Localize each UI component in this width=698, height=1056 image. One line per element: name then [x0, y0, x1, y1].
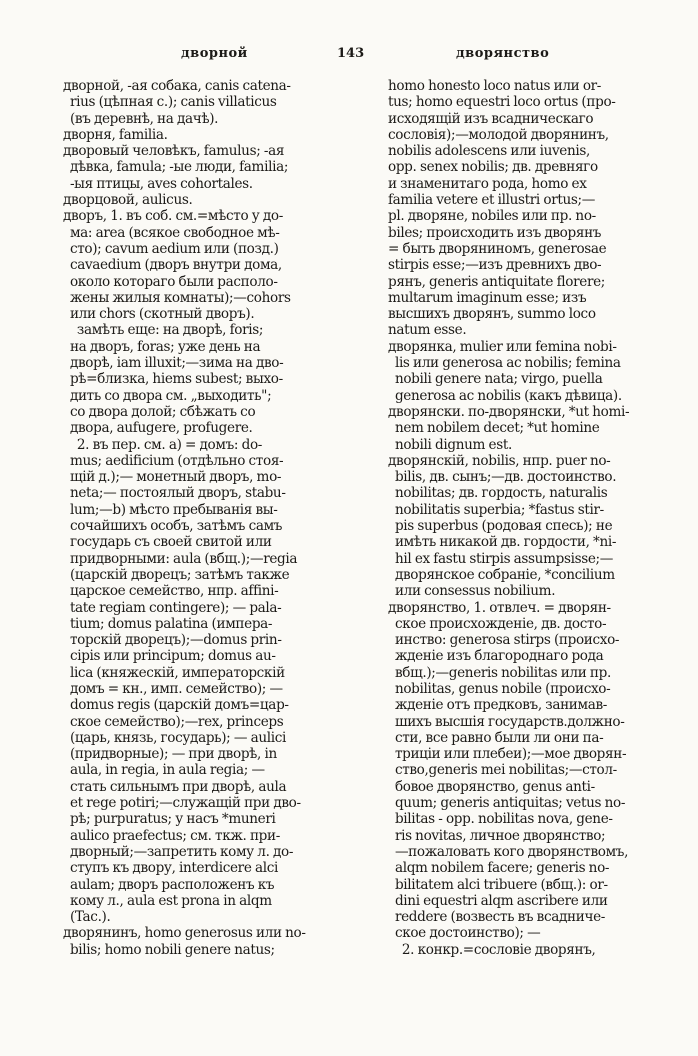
text-line: -ыя птицы, aves cohortales.	[63, 175, 253, 192]
text-line: nem nobilem decet; *ut homine	[388, 420, 600, 437]
text-line: ступъ къ двору, interdicere alci	[63, 860, 279, 877]
text-line: mus; aedificium (отдѣльно стоя-	[63, 452, 284, 469]
text-line: или consessus nobilium.	[388, 583, 556, 600]
text-line: nobilitas; дв. гордость, naturalis	[388, 485, 608, 502]
text-line: со двора долой; сбѣжать со	[63, 403, 256, 420]
text-line: ское семейство);—rex, princeps	[63, 713, 284, 730]
text-line: —пожаловать кого дворянствомъ,	[388, 843, 629, 860]
text-line: tus; homo equestri loco ortus (про-	[388, 94, 616, 111]
text-line: pl. дворяне, nobiles или пр. no-	[388, 208, 596, 225]
text-line: stirpis esse;—изъ древнихъ дво-	[388, 257, 602, 274]
text-line: bilis, дв. сынъ;—дв. достоинство.	[388, 469, 617, 486]
text-line: bilis; homo nobili genere natus;	[63, 941, 275, 958]
text-line: cavaedium (дворъ внутри дома,	[63, 257, 282, 274]
text-line: стать сильнымъ при дворѣ, aula	[63, 778, 287, 795]
text-line: рѣ=близка, hiems subest; выхо-	[63, 371, 283, 388]
text-line: сто); cavum aedium или (позд.)	[63, 240, 279, 257]
text-line: ское происхожденіе, дв. досто-	[388, 615, 607, 632]
text-line: щій д.);— монетный дворъ, mo-	[63, 469, 282, 486]
text-line: nobilitas, genus nobile (происхо-	[388, 680, 611, 697]
text-line: (царь, князь, государь); — aulici	[63, 729, 287, 746]
text-line: (Tac.).	[63, 909, 111, 926]
text-line: ское достоинство); —	[388, 925, 541, 942]
text-line: или chors (скотный дворъ).	[63, 306, 255, 323]
text-line: дворянское собраніе, *concilium	[388, 566, 615, 583]
text-line: (придворные); — при дворѣ, in	[63, 746, 277, 763]
text-line: ство,generis mei nobilitas;—стол-	[388, 762, 617, 779]
text-line: opp. senex nobilis; дв. древняго	[388, 159, 598, 176]
text-line: кому л., aula est prona in alqm	[63, 892, 272, 909]
text-line: двора, aufugere, profugere.	[63, 420, 253, 437]
text-line: hil ex fastu stirpis assumpsisse;—	[388, 550, 614, 567]
text-line: рянъ, generis antiquitate florere;	[388, 273, 606, 290]
text-line: дворянинъ, homo generosus или no-	[63, 925, 306, 942]
text-line: сти, все равно были ли они па-	[388, 729, 604, 746]
text-line: вбщ.);—generis nobilitas или пр.	[388, 664, 611, 681]
text-line: et rege potiri;—служащій при дво-	[63, 795, 301, 812]
text-line: и знаменитаго рода, homo ex	[388, 175, 587, 192]
text-line: дворня, familia.	[63, 126, 168, 143]
text-line: nobili dignum est.	[388, 436, 512, 453]
text-line: natum esse.	[388, 322, 467, 339]
text-line: домъ = кн., имп. семейство); —	[63, 680, 283, 697]
text-line: lica (княжескій, императорскій	[63, 664, 285, 681]
text-line: шихъ высшія государств.должно-	[388, 713, 625, 730]
text-line: дворянка, mulier или femina nobi-	[388, 338, 617, 355]
text-line: трицiи или плебеи);—мое дворян-	[388, 746, 627, 763]
text-line: сословія);—молодой дворянинъ,	[388, 126, 609, 143]
text-line: tium; domus palatina (импера-	[63, 615, 273, 632]
text-line: dini equestri alqm ascribere или	[388, 892, 608, 909]
text-line: pis superbus (родовая спесь); не	[388, 518, 613, 535]
text-line: bilitas - opp. nobilitas nova, gene-	[388, 811, 613, 828]
page-number: 143	[337, 46, 365, 61]
text-line: рѣ; purpuratus; у насъ *muneri	[63, 811, 276, 828]
text-line: жденіе изъ благороднаго рода	[388, 648, 604, 665]
text-line: lis или generosa ac nobilis; femina	[388, 355, 621, 372]
text-line: homo honesto loco natus или or-	[388, 78, 602, 94]
text-line: дворовый человѣкъ, famulus; -ая	[63, 143, 285, 160]
text-line: aula, in regia, in aula regia; —	[63, 762, 265, 779]
text-line: на дворъ, foras; уже день на	[63, 338, 261, 355]
text-line: государь съ своей свитой или	[63, 534, 272, 551]
text-line: generosa ac nobilis (какъ дѣвица).	[388, 387, 622, 404]
text-line: = быть дворяниномъ, generosae	[388, 240, 607, 257]
text-line: жены жилыя комнаты);—cohors	[63, 289, 291, 306]
text-line: царское семейство, нпр. affini-	[63, 583, 279, 600]
text-line: дить со двора см. „выходить";	[63, 387, 272, 404]
text-line: исходящій изъ всадническаго	[388, 110, 594, 127]
text-line: nobilitatis superbia; *fastus stir-	[388, 501, 604, 518]
text-line: бовое дворянство, genus anti-	[388, 778, 595, 795]
text-line: дворянски. по-дворянски, *ut homi-	[388, 403, 630, 420]
text-line: (въ деревнѣ, на дачѣ).	[63, 110, 219, 127]
running-header	[0, 46, 698, 66]
text-line: 2. конкр.=сословіе дворянъ,	[388, 941, 596, 958]
text-line: alqm nobilem facere; generis no-	[388, 860, 610, 877]
text-line: замѣть еще: на дворѣ, foris;	[63, 322, 264, 339]
header-left-catchword: дворной	[181, 46, 248, 61]
text-line: дворной, -ая собака, canis catena-	[63, 78, 291, 94]
text-line: ма: area (всякое свободное мѣ-	[63, 224, 280, 241]
text-line: инство: generosa stirps (происхо-	[388, 632, 620, 649]
text-line: высшихъ дворянъ, summo loco	[388, 306, 596, 323]
text-line: дворянскій, nobilis, нпр. puer no-	[388, 452, 611, 469]
text-line: имѣть никакой дв. гордости, *ni-	[388, 534, 617, 551]
text-line: cipis или principum; domus au-	[63, 648, 276, 665]
text-line: quum; generis antiquitas; vetus no-	[388, 795, 626, 812]
text-line: tate regiam contingere); — pala-	[63, 599, 282, 616]
header-right-catchword: дворянство	[456, 46, 550, 61]
text-line: дворъ, 1. въ соб. см.=мѣсто у до-	[63, 208, 283, 225]
text-line: 2. въ пер. см. а) = домъ: do-	[63, 436, 263, 453]
text-line: familia vetere et illustri ortus;—	[388, 192, 595, 209]
text-line: около котораго были располо-	[63, 273, 278, 290]
text-line: сочайшихъ особъ, затѣмъ самъ	[63, 518, 283, 535]
text-line: multarum imaginum esse; изъ	[388, 289, 587, 306]
text-line: rius (цѣпная с.); canis villaticus	[63, 94, 277, 111]
text-line: nobilis adolescens или iuvenis,	[388, 143, 591, 160]
text-line: biles; происходить изъ дворянъ	[388, 224, 602, 241]
text-line: (царскій дворецъ; затѣмъ также	[63, 566, 290, 583]
text-line: торскій дворецъ);—domus prin-	[63, 632, 282, 649]
text-line: lum;—b) мѣсто пребыванія вы-	[63, 501, 278, 518]
text-line: aulam; дворъ расположенъ къ	[63, 876, 275, 893]
text-line: aulico praefectus; см. ткж. при-	[63, 827, 280, 844]
text-line: дворянство, 1. отвлеч. = дворян-	[388, 599, 611, 616]
text-line: bilitatem alci tribuere (вбщ.): or-	[388, 876, 608, 893]
text-line: neta;— постоялый дворъ, stabu-	[63, 485, 286, 502]
text-line: дворный;—запретить кому л. до-	[63, 843, 294, 860]
right-text-column	[388, 78, 688, 958]
text-line: reddere (возвесть въ всадниче-	[388, 909, 606, 926]
text-line: жденіе отъ предковъ, занимав-	[388, 697, 608, 714]
left-text-column	[63, 78, 353, 958]
text-line: дворѣ, iam illuxit;—зима на дво-	[63, 355, 284, 372]
text-line: domus regis (царскій домъ=цар-	[63, 697, 289, 714]
text-line: дѣвка, famula; -ые люди, familia;	[63, 159, 289, 176]
text-line: nobili genere nata; virgo, puella	[388, 371, 603, 388]
text-line: дворцовой, aulicus.	[63, 192, 193, 209]
text-line: ris novitas, личное дворянство;	[388, 827, 606, 844]
text-line: придворными: aula (вбщ.);—regia	[63, 550, 298, 567]
